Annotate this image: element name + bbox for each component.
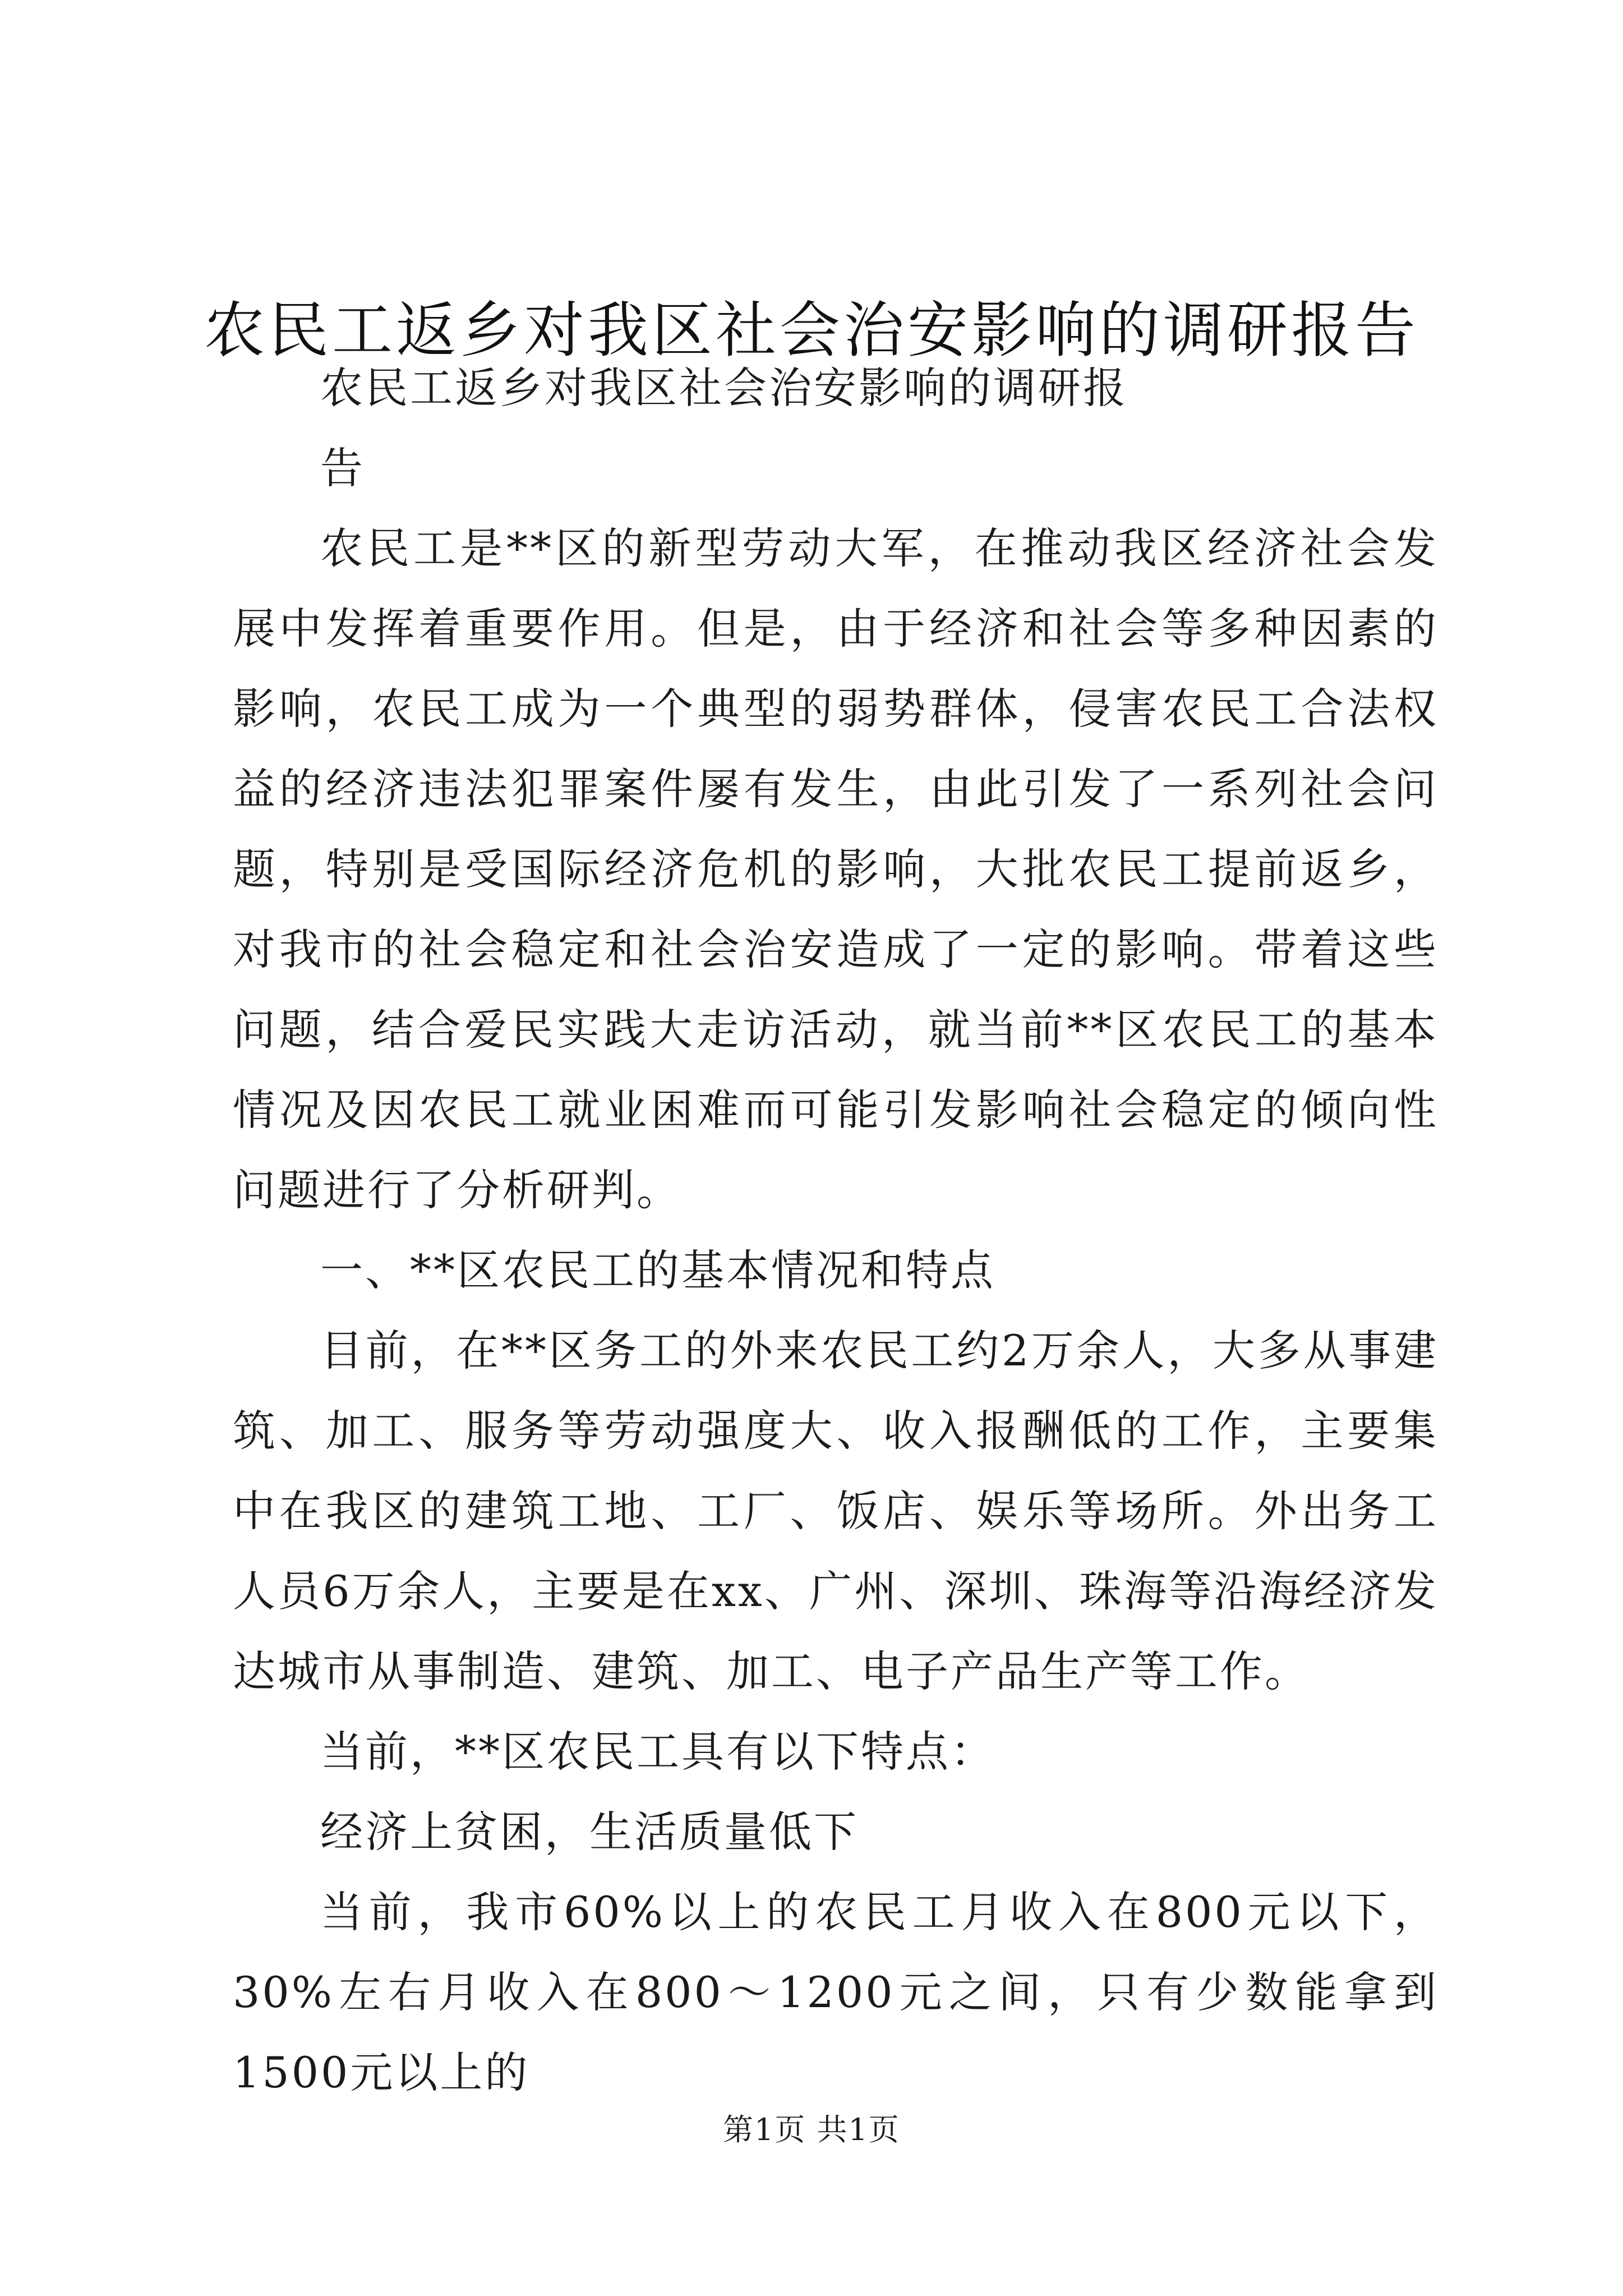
subtitle-line-2: 告 bbox=[320, 443, 365, 493]
document-body bbox=[233, 348, 1438, 2113]
subheading-economic: 经济上贫困，生活质量低下 bbox=[320, 1807, 859, 1857]
paragraph-income: 当前，我市60%以上的农民工月收入在800元以下，30%左右月收入在800～1200元之间，只有少数能拿到1500元以上的 bbox=[233, 1887, 1438, 2097]
paragraph-intro: 农民工是**区的新型劳动大军，在推动我区经济社会发展中发挥着重要作用。但是，由于经济和社会等多种因素的影响，农民工成为一个典型的弱势群体，侵害农民工合法权益的经济违法犯罪案件屡有发生，由此引发了一系列社会问题，特别是受国际经济危机的影响，大批农民工提前返乡，对我市的社会稳定和社会治安造成了一定的影响。带着这些问题，结合爱民实践大走访活动，就当前**区农民工的基本情况及因农民工就业困难而可能引发影响社会稳定的倾向性问题进行了分析研判。 bbox=[233, 523, 1438, 1215]
document-title: 农民工返乡对我区社会治安影响的调研报告 bbox=[204, 296, 1419, 366]
section-heading: 一、**区农民工的基本情况和特点 bbox=[320, 1245, 995, 1295]
paragraph-features-lead: 当前，**区农民工具有以下特点： bbox=[320, 1727, 995, 1777]
page-number-label: 第1页 共1页 bbox=[723, 2112, 900, 2147]
subtitle-line-1: 农民工返乡对我区社会治安影响的调研报 bbox=[320, 363, 1128, 413]
paragraph-current-status: 目前，在**区务工的外来农民工约2万余人，大多从事建筑、加工、服务等劳动强度大、收入报酬低的工作，主要集中在我区的建筑工地、工厂、饭店、娱乐等场所。外出务工人员6万余人，主要是在xx、广州、深圳、珠海等沿海经济发达城市从事制造、建筑、加工、电子产品生产等工作。 bbox=[233, 1326, 1438, 1696]
page-footer bbox=[0, 2108, 1623, 2152]
